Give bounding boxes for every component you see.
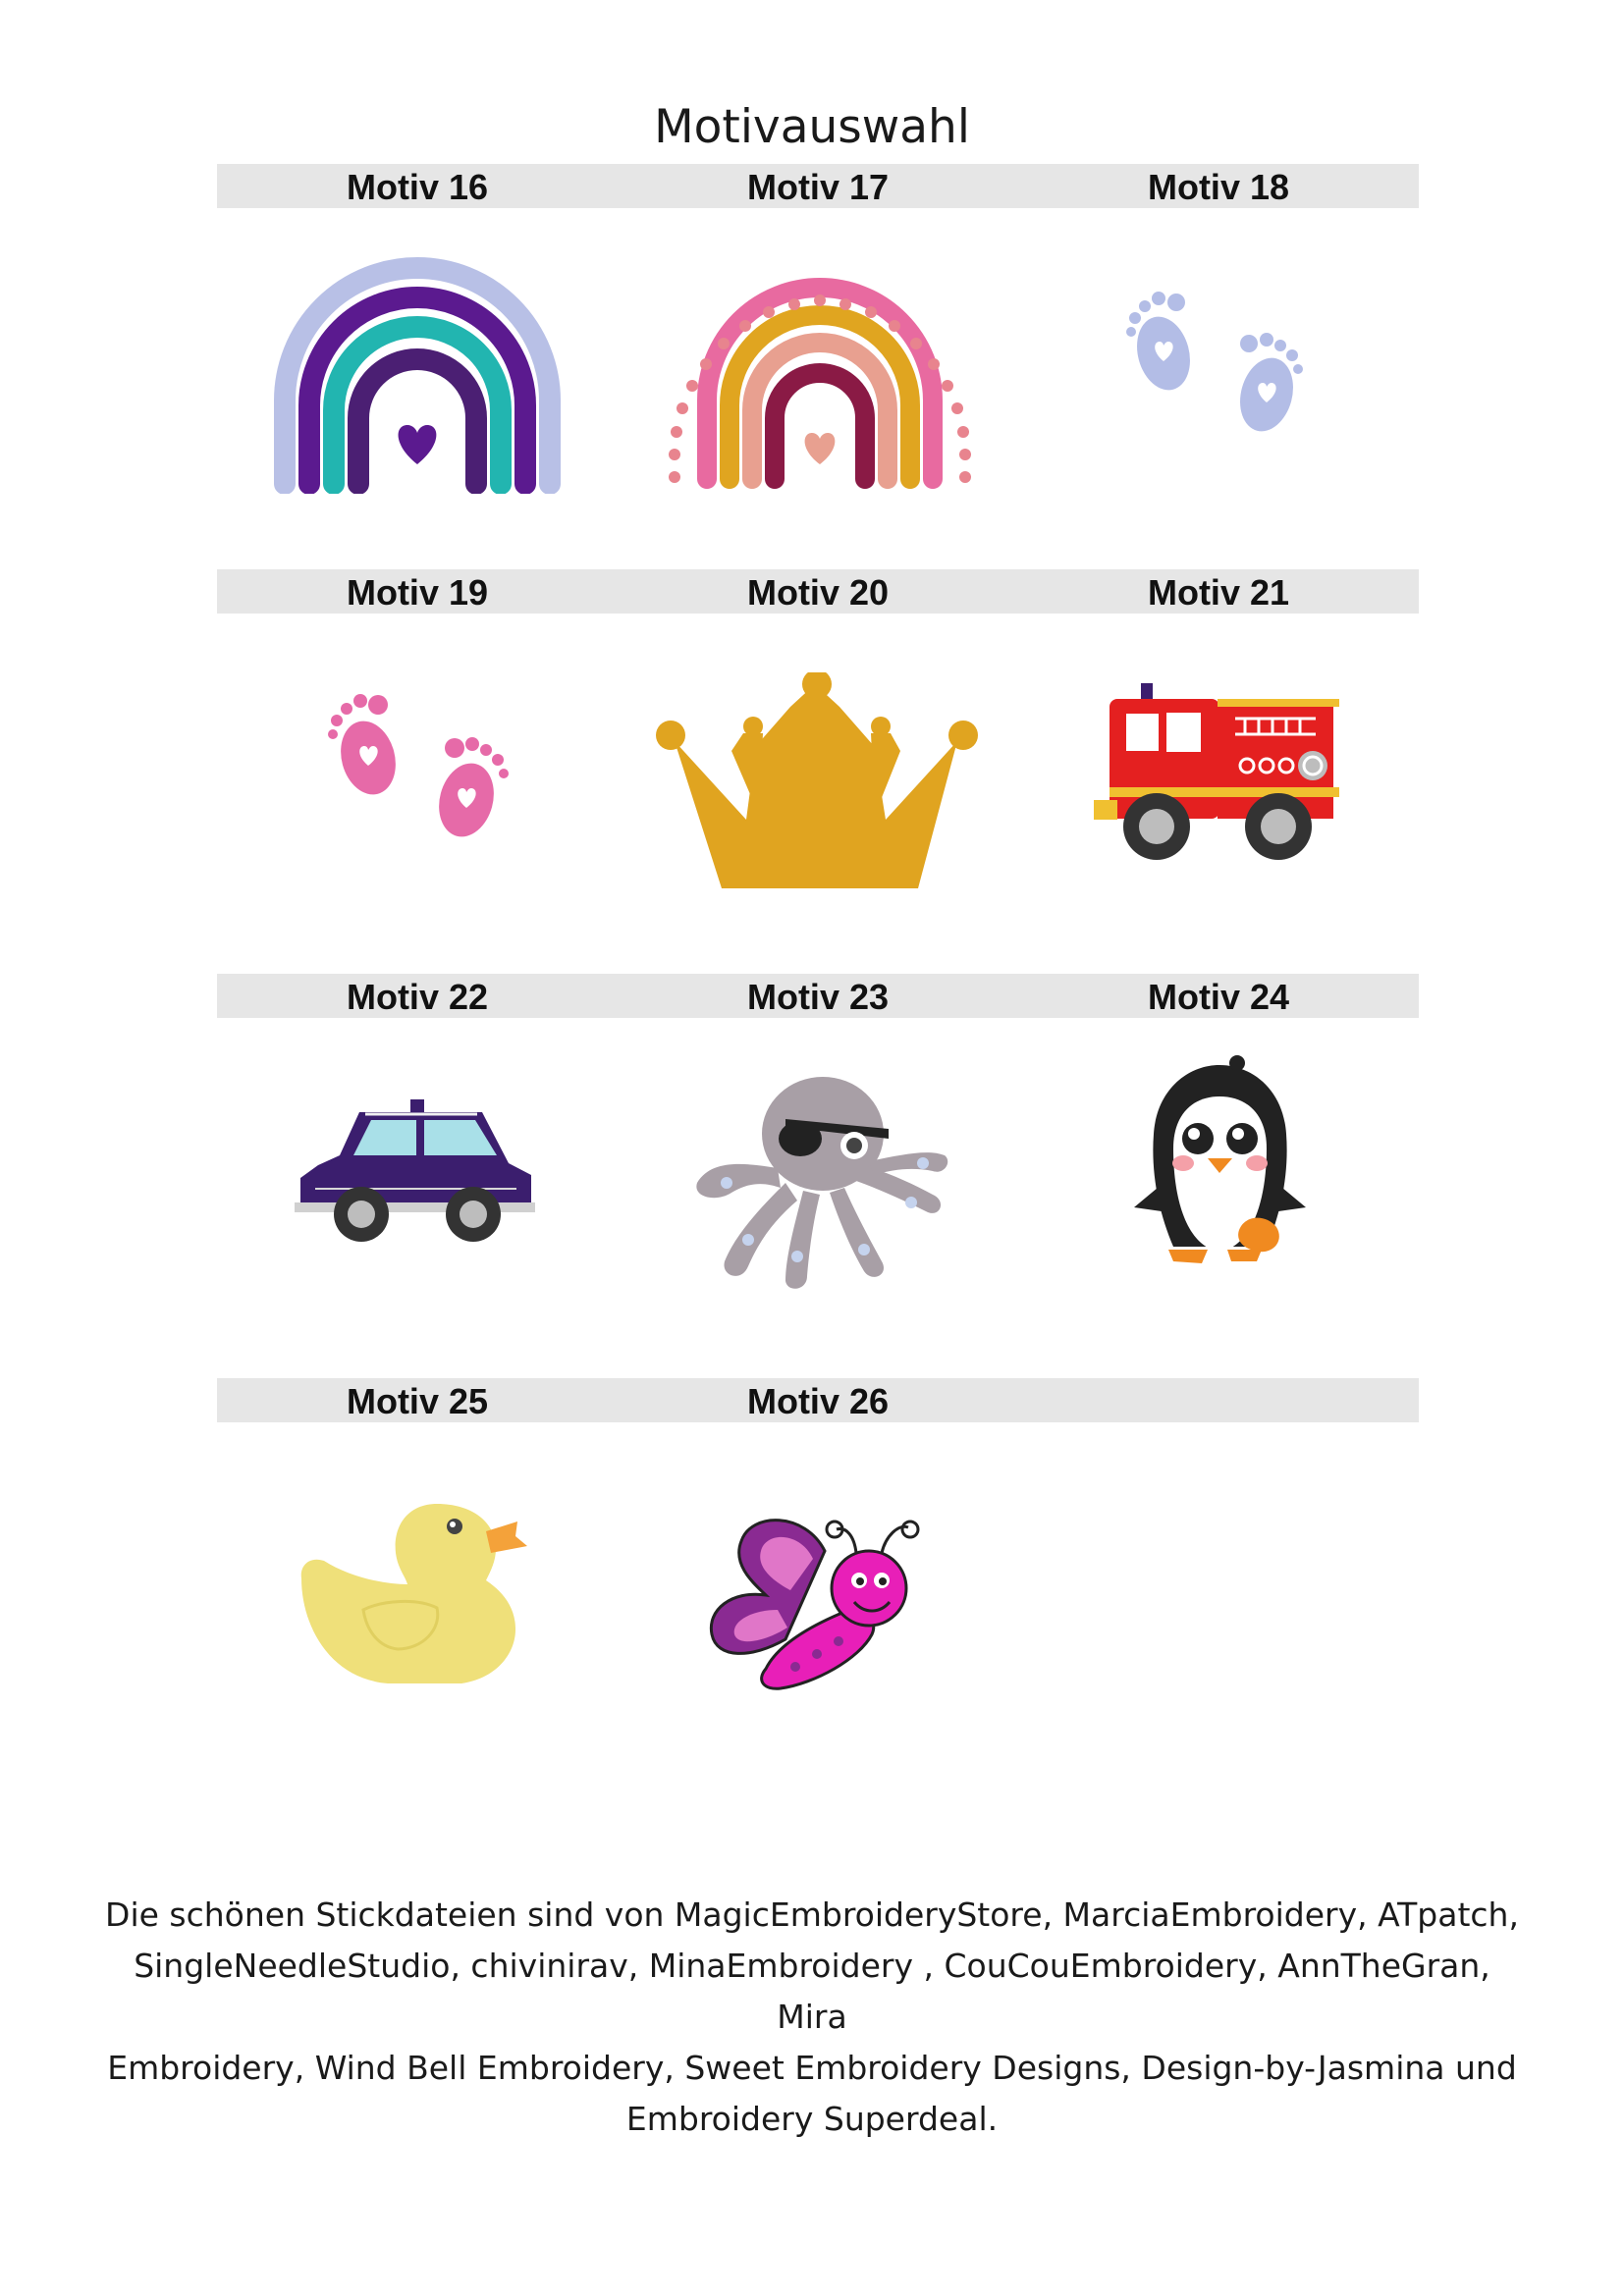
- motif-label: Motiv 26: [746, 1381, 890, 1421]
- page-title: Motivauswahl: [654, 100, 970, 154]
- credits-line: Embroidery, Wind Bell Embroidery, Sweet Embroidery Designs, Design-by-Jasmina und: [107, 2049, 1517, 2087]
- motif-header-row-2: [217, 569, 1419, 614]
- rubber-duck-image: [290, 1482, 530, 1688]
- motif-header-row-3: [217, 974, 1419, 1018]
- butterfly-image: [707, 1512, 928, 1703]
- credits-text: [98, 1890, 1526, 2145]
- motif-label: Motiv 20: [746, 572, 890, 613]
- motif-label: Motiv 21: [1147, 572, 1290, 613]
- credits-line: Die schönen Stickdateien sind von MagicEmbroideryStore, MarciaEmbroidery, ATpatch,: [105, 1896, 1519, 1934]
- police-car-image: [291, 1095, 541, 1252]
- motif-label: Motiv 22: [346, 977, 489, 1017]
- octopus-eyepatch-image: [687, 1065, 952, 1291]
- motif-label: Motiv 17: [746, 167, 890, 207]
- motif-label: Motiv 25: [346, 1381, 489, 1421]
- motif-header-row-1: [217, 164, 1419, 208]
- motif-label: [1018, 1378, 1419, 1422]
- gold-crown-image: [653, 672, 982, 898]
- credits-line: Embroidery Superdeal.: [625, 2100, 999, 2138]
- baby-feet-pink-image: [319, 687, 520, 859]
- motif-label: Motiv 24: [1147, 977, 1290, 1017]
- rainbow-purple-teal-image: [265, 243, 569, 494]
- motif-label: Motiv 18: [1147, 167, 1290, 207]
- rainbow-pink-gold-hearts-image: [663, 253, 977, 489]
- motif-label: Motiv 23: [746, 977, 890, 1017]
- fire-truck-image: [1090, 677, 1345, 874]
- penguin-image: [1129, 1055, 1311, 1291]
- credits-line: SingleNeedleStudio, chivinirav, MinaEmbroidery , CouCouEmbroidery, AnnTheGran, Mira: [134, 1947, 1490, 2036]
- motif-label: Motiv 19: [346, 572, 489, 613]
- baby-feet-lavender-image: [1119, 285, 1316, 456]
- motif-label: Motiv 16: [346, 167, 489, 207]
- motif-header-row-4: [217, 1378, 1419, 1422]
